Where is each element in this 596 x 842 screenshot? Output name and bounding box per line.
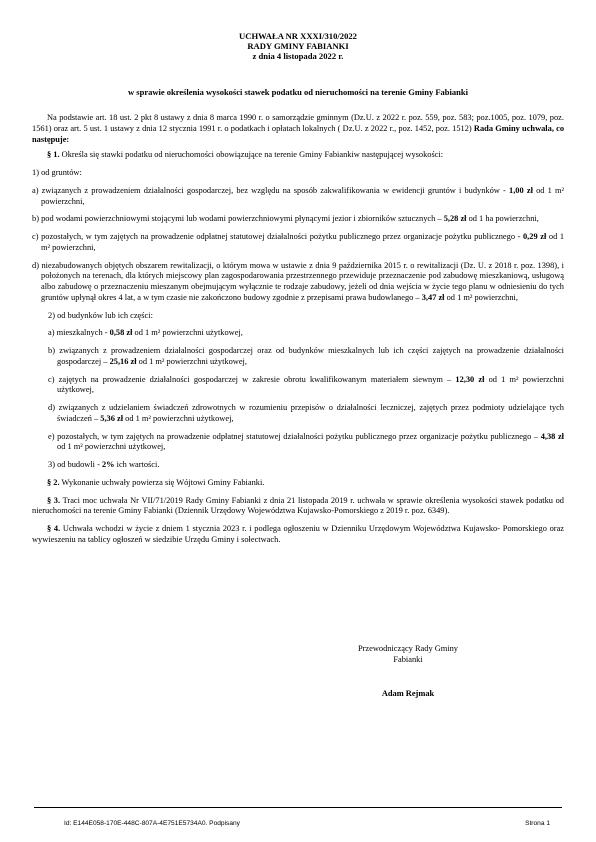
land-a-text: a) związanych z prowadzeniem działalności gospodarczej, bez względu na sposób zakwalifikowania w ewidencji gruntów i budynków -: [32, 185, 506, 195]
buildings-heading: 2) od budynków lub ich części:: [48, 310, 153, 320]
resolution-number: UCHWAŁA NR XXXI/310/2022: [239, 31, 357, 41]
preamble-text: Na podstawie art. 18 ust. 2 pkt 8 ustawy z dnia 8 marca 1990 r. o samorządzie gminnym (Dz.U. z 2022 r. poz. 559, poz. 583; poz.1005, poz. 1079, poz. 1561) oraz art. 5 ust. 1 ustawy z dnia 12 stycznia 1991 r. o podatkach i opłatach lokalnych ( Dz.U. z 2022 r., poz. 1452, poz. 1512): [32, 113, 564, 133]
building-d-unit: od 1 m² powierzchni użytkowej,: [125, 413, 234, 423]
structures-text: 3) od budowli -: [48, 460, 100, 469]
structures-rate: 2%: [101, 460, 115, 469]
resolution-date: z dnia 4 listopada 2022 r.: [252, 51, 344, 62]
signature-block: [338, 644, 478, 666]
land-a-rate: 1,00 zł: [509, 185, 533, 195]
section-4: [32, 524, 564, 546]
land-item-a: [32, 186, 564, 208]
land-d-text: d) niezabudowanych objętych obszarem rewitalizacji, o którym mowa w ustawie z dnia 9 października 2015 r. o rewitalizacji (Dz. U. z 2018 r. poz. 1398), i położonych na terenach, dla których miejscowy plan zagospodarowania przestrzennego przewiduje przeznaczenie pod zabudowę mieszkaniową, usługową albo zabudowę o przeznaczeniu mieszanym obejmującym wyłącznie te rodzaje zabudowy, jeżeli od dnia wejścia w życie tego planu w odniesieniu do tych gruntów upłynął okres 4 lat, a w tym czasie nie zakończono budowy zgodnie z przepisami prawa budowlanego –: [32, 260, 564, 302]
building-d-text: d) związanych z udzielaniem świadczeń zdrowotnych w rozumieniu przepisów o działalności leczniczej, zajętych przez podmioty udzielające tych świadczeń –: [48, 403, 564, 423]
land-c-text: c) pozostałych, w tym zajętych na prowadzenie odpłatnej statutowej działalności pożytku publicznego przez organizacje pożytku publicznego -: [32, 232, 521, 241]
land-a-unit: od 1 m² powierzchni,: [41, 185, 565, 206]
section-2-mark: § 2.: [47, 477, 60, 487]
building-item-e: [32, 432, 564, 454]
building-item-a: [32, 328, 564, 339]
section-3: [32, 496, 564, 518]
land-b-unit: od 1 ha powierzchni,: [468, 214, 539, 224]
building-b-rate: 25,16 zł: [109, 356, 137, 366]
building-e-unit: od 1 m² powierzchni użytkowej,: [57, 442, 166, 452]
structures-unit: ich wartości.: [116, 460, 160, 469]
document-body: [32, 113, 564, 546]
building-c-text: c) zajętych na prowadzenie działalności gospodarczej w zakresie obrotu kwalifikowanym materiałem siewnym –: [48, 374, 452, 384]
land-b-text: b) pod wodami powierzchniowymi stojącymi lub wodami powierzchniowymi płynącymi jezior i zbiorników sztucznych –: [32, 214, 442, 224]
land-item-c: [32, 232, 564, 254]
land-c-rate: 0,29 zł: [522, 232, 547, 241]
section-1: [32, 150, 564, 161]
section-4-mark: § 4.: [47, 524, 61, 533]
building-c-unit: od 1 m² powierzchni użytkowej,: [57, 374, 565, 395]
building-item-c: [32, 375, 564, 397]
document-id: Id: E144E058-170E-448C-807A-4E751E5734A0. Podpisany: [64, 820, 240, 827]
document-page: [32, 0, 564, 842]
preamble-bold: Rada Gminy uchwala, co następuje:: [32, 123, 565, 144]
building-a-text: a) mieszkalnych -: [48, 328, 108, 338]
building-b-text: b) związanych z prowadzeniem działalności gospodarczej oraz od budynków mieszkalnych lub ich części zajętych na prowadzenie działalności gospodarczej –: [48, 346, 564, 366]
section-3-text: Traci moc uchwała Nr VII/71/2019 Rady Gminy Fabianki z dnia 21 listopada 2019 r. uchwała w sprawie określenia wysokości stawek podatku od nieruchomości na terenie Gminy Fabianki (Dziennik Urzędowy Województwa Kujawsko-Pomorskiego z 2019 r. poz. 6349).: [32, 495, 564, 516]
section-4-text: Uchwała wchodzi w życie z dniem 1 stycznia 2023 r. i podlega ogłoszeniu w Dzienniku Urzędowym Województwa Kujawsko- Pomorskiego oraz wywieszeniu na tablicy ogłoszeń w siedzibie Urzędu Gminy i sołectwach.: [32, 524, 565, 544]
section-2-text: Wykonanie uchwały powierza się Wójtowi Gminy Fabianki.: [61, 477, 265, 487]
page-number: Strona 1: [525, 820, 550, 827]
land-item-b: [32, 214, 564, 225]
section-3-mark: § 3.: [47, 495, 61, 505]
building-a-unit: od 1 m² powierzchni użytkowej,: [134, 328, 243, 338]
building-b-unit: od 1 m² powierzchni użytkowej,: [138, 356, 247, 366]
section-1-mark: § 1.: [47, 150, 60, 160]
signature-title: Przewodniczący Rady Gminy: [357, 644, 458, 653]
page-footer: [34, 807, 562, 827]
land-c-unit: od 1 m² powierzchni,: [41, 232, 565, 252]
signature-council: Fabianki: [393, 654, 423, 664]
section-2: [32, 478, 564, 489]
building-item-d: [32, 403, 564, 425]
signer-name: Adam Rejmak: [381, 689, 435, 698]
land-heading: 1) od gruntów:: [32, 168, 82, 177]
building-e-rate: 4,38 zł: [540, 431, 565, 441]
structures-item: [32, 460, 564, 471]
resolution-subject: w sprawie określenia wysokości stawek podatku od nieruchomości na terenie Gminy Fabianki: [128, 87, 468, 97]
land-d-rate: 3,47 zł: [421, 292, 445, 302]
building-d-rate: 5,36 zł: [100, 413, 124, 423]
building-item-b: [32, 346, 564, 368]
land-item-d: [32, 261, 564, 304]
building-a-rate: 0,58 zł: [109, 328, 133, 338]
land-d-unit: od 1 m² powierzchni,: [446, 292, 518, 302]
council-name: RADY GMINY FABIANKI: [247, 41, 349, 52]
land-b-rate: 5,28 zł: [443, 214, 467, 224]
resolution-header: [32, 31, 564, 61]
building-e-text: e) pozostałych, w tym zajętych na prowadzenie odpłatnej statutowej działalności pożytku publicznego przez organizacje pożytku publicznego –: [48, 431, 539, 441]
building-c-rate: 12,30 zł: [455, 374, 485, 384]
section-1-text: Określa się stawki podatku od nieruchomości obowiązujące na terenie Gminy Fabiankiw następującej wysokości:: [61, 150, 444, 160]
preamble: [32, 113, 564, 145]
